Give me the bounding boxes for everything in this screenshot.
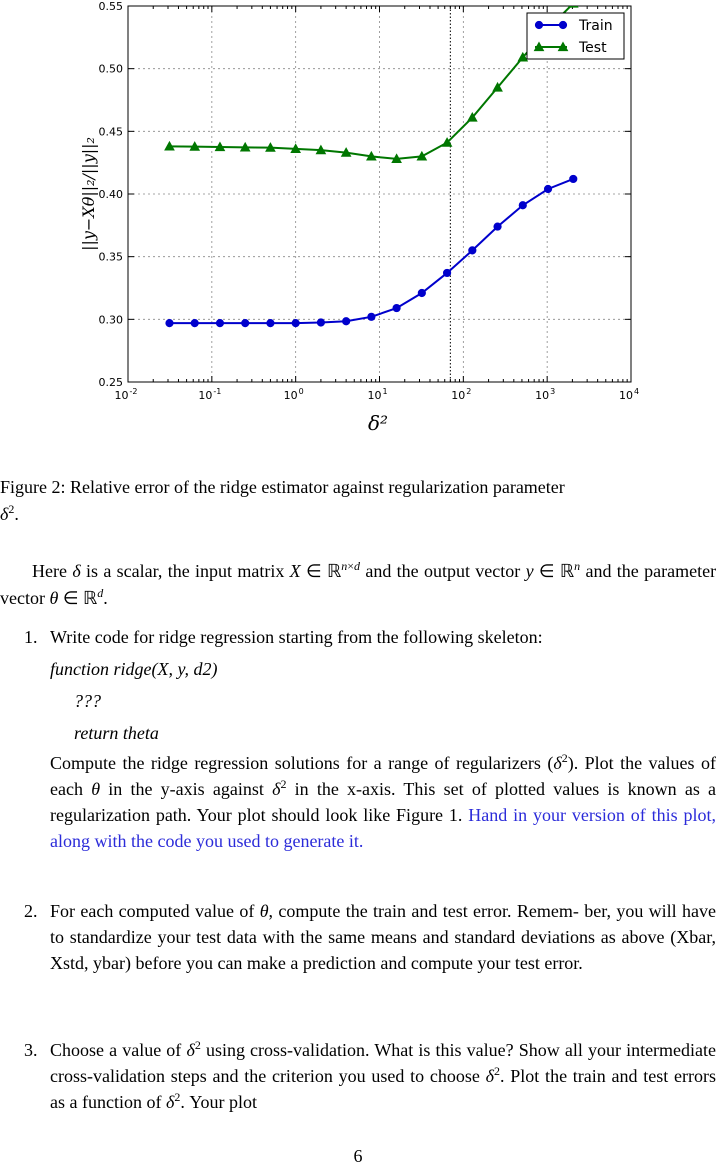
test-series-line [169,3,573,158]
item-text: . Plot the train and test errors as a function of [50,1066,716,1112]
train-data-point [343,318,350,325]
train-data-point [544,185,551,192]
item-text: . Your plot [180,1092,258,1112]
legend-marker [535,21,542,28]
item-number: 2. [24,901,38,921]
x-tick-label: $10^1$ [367,387,388,402]
intro-text-3: and the output vector [365,561,521,581]
train-data-point [368,313,375,320]
train-data-point [443,269,450,276]
intro-text-1: Here [32,561,67,581]
item-lead: Write code for ridge regression starting from the following skeleton: [50,627,543,647]
train-data-point [570,175,577,182]
train-data-point [393,304,400,311]
chart-series [165,0,578,327]
chart-grid [128,6,631,382]
train-data-point [519,202,526,209]
code-line-2: ??? [74,691,101,711]
train-series-line [169,179,573,323]
caption-text: Relative error of the ridge estimator against regularization parameter [70,477,565,497]
train-data-point [494,223,501,230]
x-tick-label: $10^4$ [618,387,640,402]
error-vs-regularization-chart [0,0,716,440]
chart-legend [527,13,624,59]
train-data-point [317,319,324,326]
x-tick-label: $10^2$ [451,387,472,402]
train-data-point [292,319,299,326]
legend-marker [559,21,566,28]
item-text: in the x-axis. This set of plotted values is known as a regularization path. Your plot should look like Figure 1. [50,779,716,825]
item-text: , compute the train and test error. Remem- ber, you will have to standardize your test data with the same means and standard deviations as above (Xbar, Xstd, ybar) before you can make a prediction and compute your test error. [50,901,716,973]
code-line-3: return theta [74,723,159,743]
y-tick-label: 0.45 [98,125,123,139]
intro-text-4: and the parameter vector [0,561,716,608]
y-tick-label: 0.30 [98,313,123,327]
x-tick-label: $10^3$ [535,387,556,402]
y-tick-label: 0.50 [98,62,123,76]
intro-text-2: is a scalar, the input matrix [86,561,285,581]
item-body: Compute the ridge regression solutions for a range of regularizers $(\delta^2)$. Plot the values of each θ in the y-axis against $\delta^2$ in the x-axis. This set of plotted values is known as a regularization path. Your plot should look like Figure 1. Hand in your version of this plot, along with the code you used to generate it. [50,751,716,851]
chart-ticks [99,0,640,402]
page-number: 6 [353,1146,363,1166]
x-axis-label: δ² [367,411,389,435]
legend-label: Train [579,18,613,34]
train-data-point [191,319,198,326]
test-data-point [569,0,578,7]
train-data-point [267,319,274,326]
item-text: in the y-axis against [108,779,264,799]
caption-delta: $\delta^2$. [0,502,19,524]
y-tick-label: 0.35 [98,250,123,264]
y-tick-label: 0.25 [98,376,123,389]
x-tick-label: $10^{-2}$ [114,387,138,402]
train-data-point [166,319,173,326]
hand-in-instruction: Hand in your version of this plot, along with the code you used to generate it. [50,805,716,851]
y-tick-label: 0.55 [98,0,123,13]
x-tick-label: $10^0$ [283,387,304,402]
item-text: Compute the ridge regression solutions for a range of regularizers ( [50,753,554,773]
legend-label: Test [579,40,607,56]
caption-label: Figure 2: [0,477,66,497]
item-text: For each computed value of [50,901,255,921]
item-text: ). Plot the values of each [50,753,716,799]
y-axis-label: ||y−Xθ||₂/||y||₂ [79,137,98,251]
figure-caption [0,474,716,528]
x-tick-label: $10^{-1}$ [198,387,222,402]
train-data-point [418,289,425,296]
item-text: Choose a value of [50,1040,182,1060]
train-data-point [242,319,249,326]
item-number: 3. [24,1040,38,1060]
y-tick-label: 0.40 [98,188,123,201]
code-line-1: function ridge(X, y, d2) [50,659,218,679]
train-data-point [216,319,223,326]
item-text: using cross-validation. What is this value? Show all your intermediate cross-validation steps and the criterion you used to choose [50,1040,716,1086]
intro-paragraph: Here δ is a scalar, the input matrix X ∈ ℝ$^{n\times d}$ and the output vector y ∈ ℝ$^n$ and the parameter vector θ ∈ ℝ$^d$. [0,559,716,608]
item-number: 1. [24,627,38,647]
train-data-point [469,247,476,254]
